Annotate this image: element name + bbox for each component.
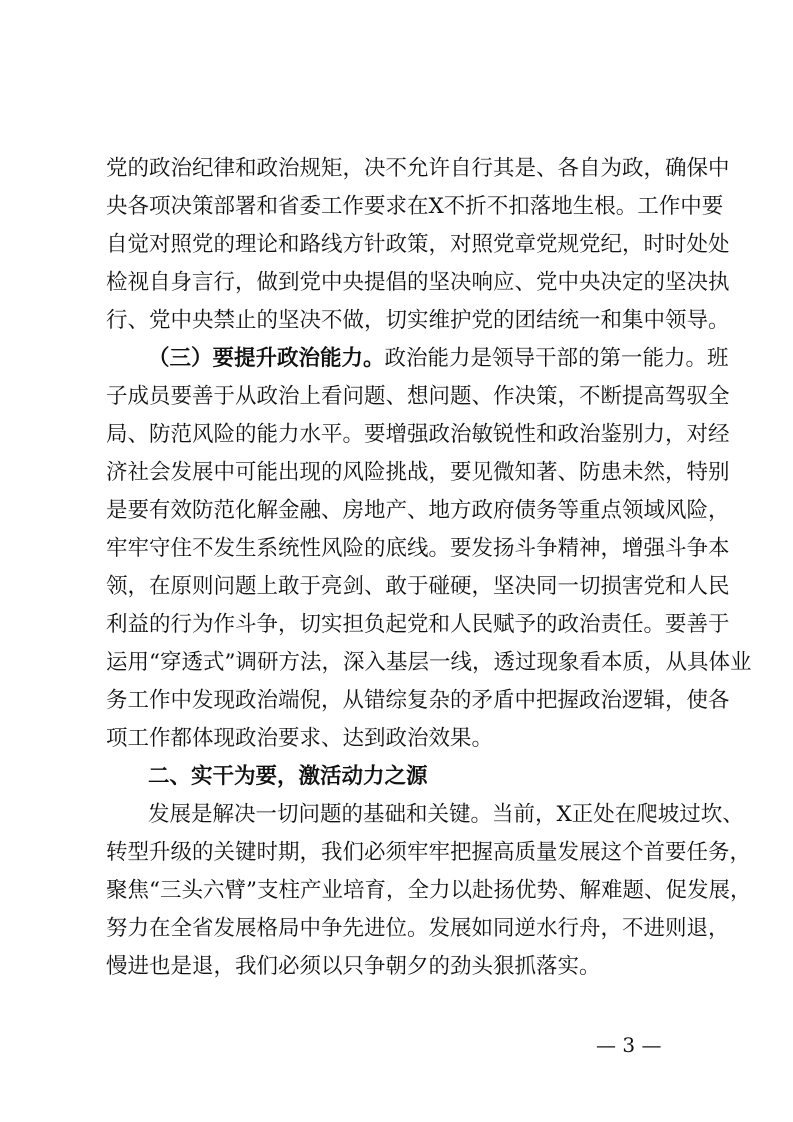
paragraph-line: 运用“穿透式”调研方法，深入基层一线，透过现象看本质，从具体业	[106, 650, 752, 675]
paragraph-line: 慢进也是退，我们必须以只争朝夕的劲头狠抓落实。	[106, 954, 601, 979]
paragraph-line: 发展是解决一切问题的基础和关键。当前，X正处在爬坡过坎、	[148, 802, 744, 827]
paragraph-line: 行、党中央禁止的坚决不做，切实维护党的团结统一和集中领导。	[106, 308, 730, 333]
paragraph-line: 聚焦“三头六臂”支柱产业培育，全力以赴扬优势、解难题、促发展，	[106, 878, 752, 903]
paragraph-line: 检视自身言行，做到党中央提倡的坚决响应、党中央决定的坚决执	[106, 270, 730, 295]
paragraph-line: 济社会发展中可能出现的风险挑战，要见微知著、防患未然，特别	[106, 460, 730, 485]
paragraph-line: 牢牢守住不发生系统性风险的底线。要发扬斗争精神，增强斗争本	[106, 536, 730, 561]
paragraph-line: 央各项决策部署和省委工作要求在X不折不扣落地生根。工作中要	[106, 194, 724, 219]
paragraph-line: 自觉对照党的理论和路线方针政策，对照党章党规党纪，时时处处	[106, 232, 730, 257]
section-3-first-line	[148, 340, 729, 378]
page-number: — 3 —	[596, 1033, 662, 1057]
paragraph-line: 是要有效防范化解金融、房地产、地方政府债务等重点领域风险，	[106, 498, 730, 523]
paragraph-line: 努力在全省发展格局中争先进位。发展如同逆水行舟，不进则退，	[106, 916, 730, 941]
section-heading: 二、实干为要，激活动力之源	[148, 764, 428, 789]
section-3-first-line-rest: 政治能力是领导干部的第一能力。班	[384, 346, 729, 371]
paragraph-line: 务工作中发现政治端倪，从错综复杂的矛盾中把握政治逻辑，使各	[106, 688, 730, 713]
paragraph-line: 领，在原则问题上敢于亮剑、敢于碰硬，坚决同一切损害党和人民	[106, 574, 730, 599]
paragraph-line: 利益的行为作斗争，切实担负起党和人民赋予的政治责任。要善于	[106, 612, 730, 637]
paragraph-line: 转型升级的关键时期，我们必须牢牢把握高质量发展这个首要任务，	[106, 840, 752, 865]
paragraph-line: 局、防范风险的能力水平。要增强政治敏锐性和政治鉴别力，对经	[106, 422, 730, 447]
paragraph-line: 项工作都体现政治要求、达到政治效果。	[106, 726, 494, 751]
paragraph-line: 党的政治纪律和政治规矩，决不允许自行其是、各自为政，确保中	[106, 156, 730, 181]
section-3-lead: （三）要提升政治能力。	[148, 346, 385, 371]
paragraph-line: 子成员要善于从政治上看问题、想问题、作决策，不断提高驾驭全	[106, 384, 730, 409]
